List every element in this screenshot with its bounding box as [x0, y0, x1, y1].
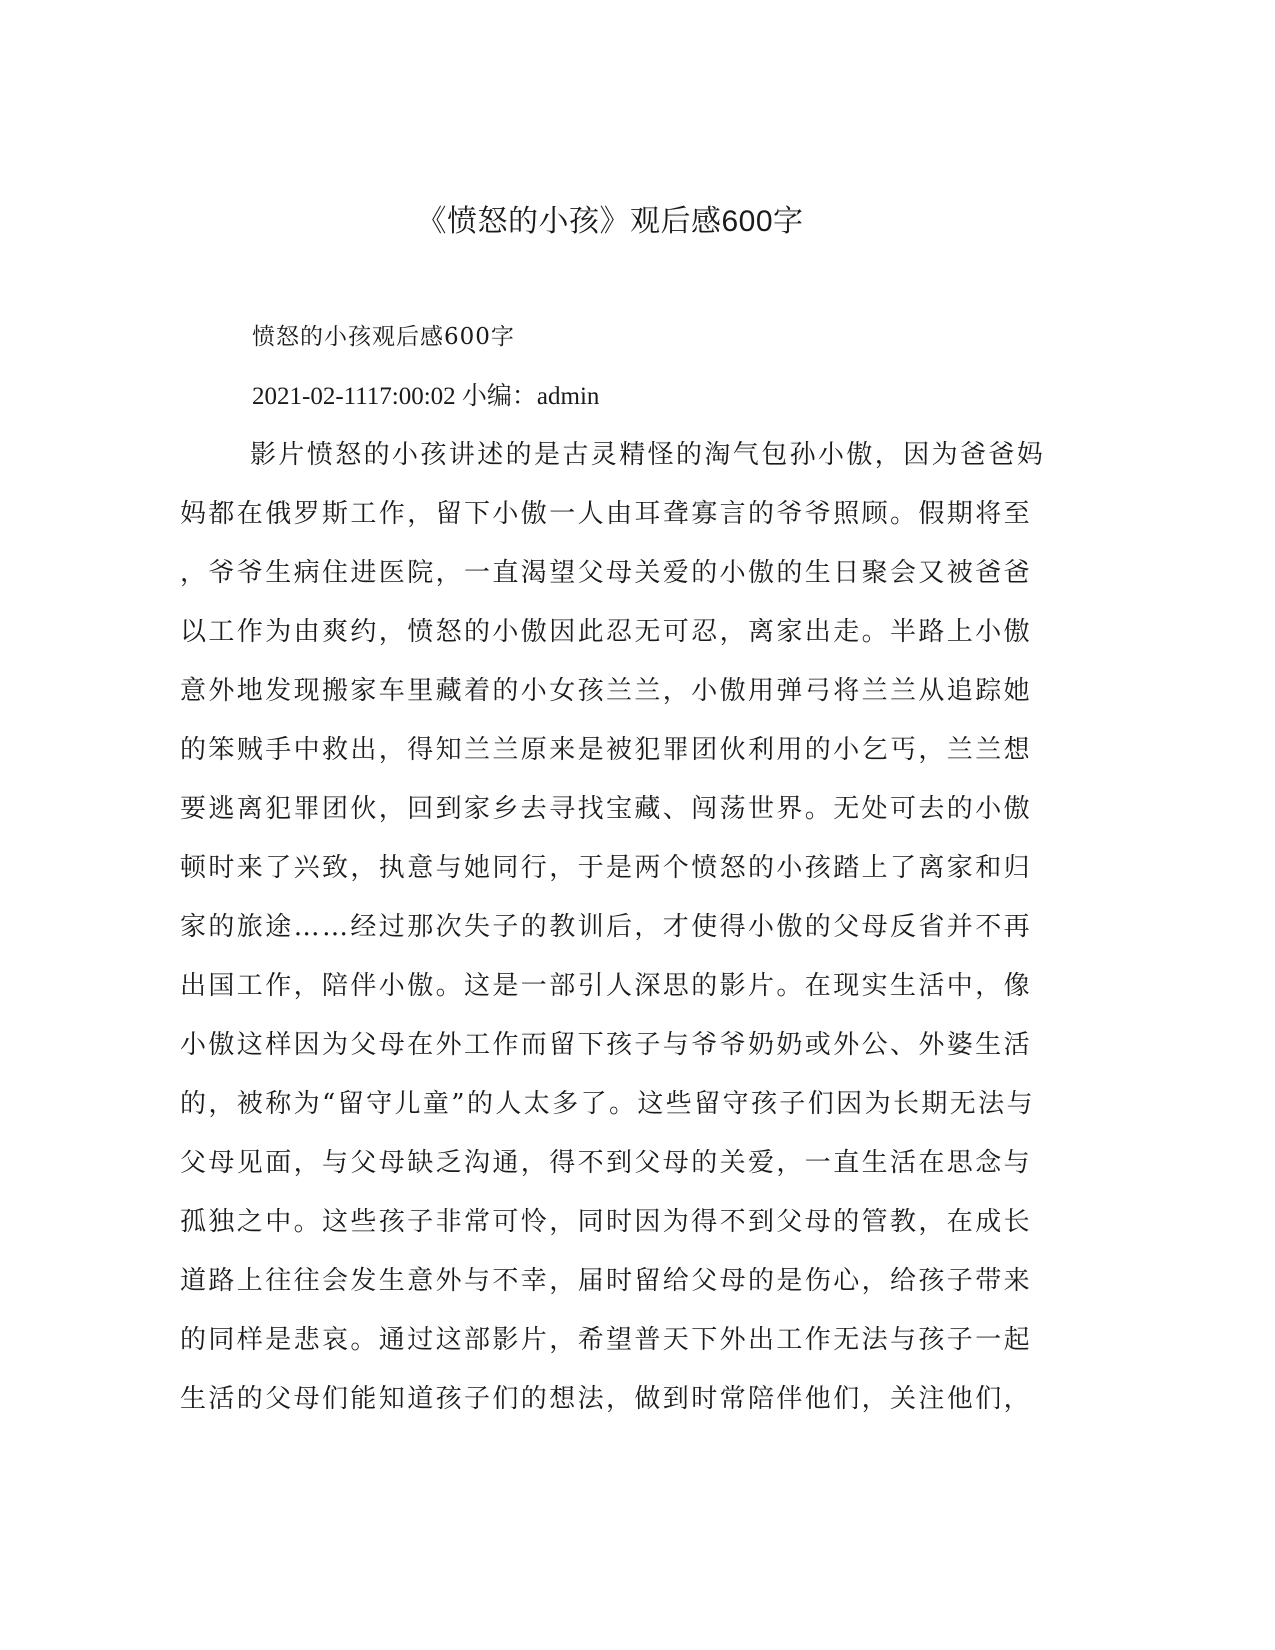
document-title: 《愤怒的小孩》观后感600字	[416, 205, 804, 238]
body-line: 生活的父母们能知道孩子们的想法，做到时常陪伴他们，关注他们，	[180, 1384, 1033, 1414]
body-line: 的笨贼手中救出，得知兰兰原来是被犯罪团伙利用的小乞丐，兰兰想	[180, 735, 1033, 765]
body-line: ，爷爷生病住进医院，一直渴望父母关爱的小傲的生日聚会又被爸爸	[180, 558, 1033, 588]
body-line: 以工作为由爽约，愤怒的小傲因此忍无可忍，离家出走。半路上小傲	[180, 617, 1033, 647]
body-line: 道路上往往会发生意外与不幸，届时留给父母的是伤心，给孩子带来	[180, 1266, 1033, 1296]
body-line: 要逃离犯罪团伙，回到家乡去寻找宝藏、闯荡世界。无处可去的小傲	[180, 794, 1033, 824]
article-subtitle: 愤怒的小孩观后感600字	[252, 324, 515, 350]
body-line: 的，被称为“留守儿童”的人太多了。这些留守孩子们因为长期无法与	[180, 1089, 1035, 1119]
body-line: 父母见面，与父母缺乏沟通，得不到父母的关爱，一直生活在思念与	[180, 1148, 1033, 1178]
body-line: 的同样是悲哀。通过这部影片，希望普天下外出工作无法与孩子一起	[180, 1325, 1033, 1355]
body-line: 出国工作，陪伴小傲。这是一部引人深思的影片。在现实生活中，像	[180, 971, 1033, 1001]
body-line: 妈都在俄罗斯工作，留下小傲一人由耳聋寡言的爷爷照顾。假期将至	[180, 499, 1033, 529]
body-line: 孤独之中。这些孩子非常可怜，同时因为得不到父母的管教，在成长	[180, 1207, 1033, 1237]
body-line: 家的旅途……经过那次失子的教训后，才使得小傲的父母反省并不再	[180, 912, 1033, 942]
article-meta: 2021-02-1117:00:02 小编：admin	[252, 383, 600, 410]
body-line: 顿时来了兴致，执意与她同行，于是两个愤怒的小孩踏上了离家和归	[180, 853, 1033, 883]
body-line: 影片愤怒的小孩讲述的是古灵精怪的淘气包孙小傲，因为爸爸妈	[250, 440, 1046, 470]
body-line: 意外地发现搬家车里藏着的小女孩兰兰，小傲用弹弓将兰兰从追踪她	[180, 676, 1033, 706]
body-line: 小傲这样因为父母在外工作而留下孩子与爷爷奶奶或外公、外婆生活	[180, 1030, 1033, 1060]
